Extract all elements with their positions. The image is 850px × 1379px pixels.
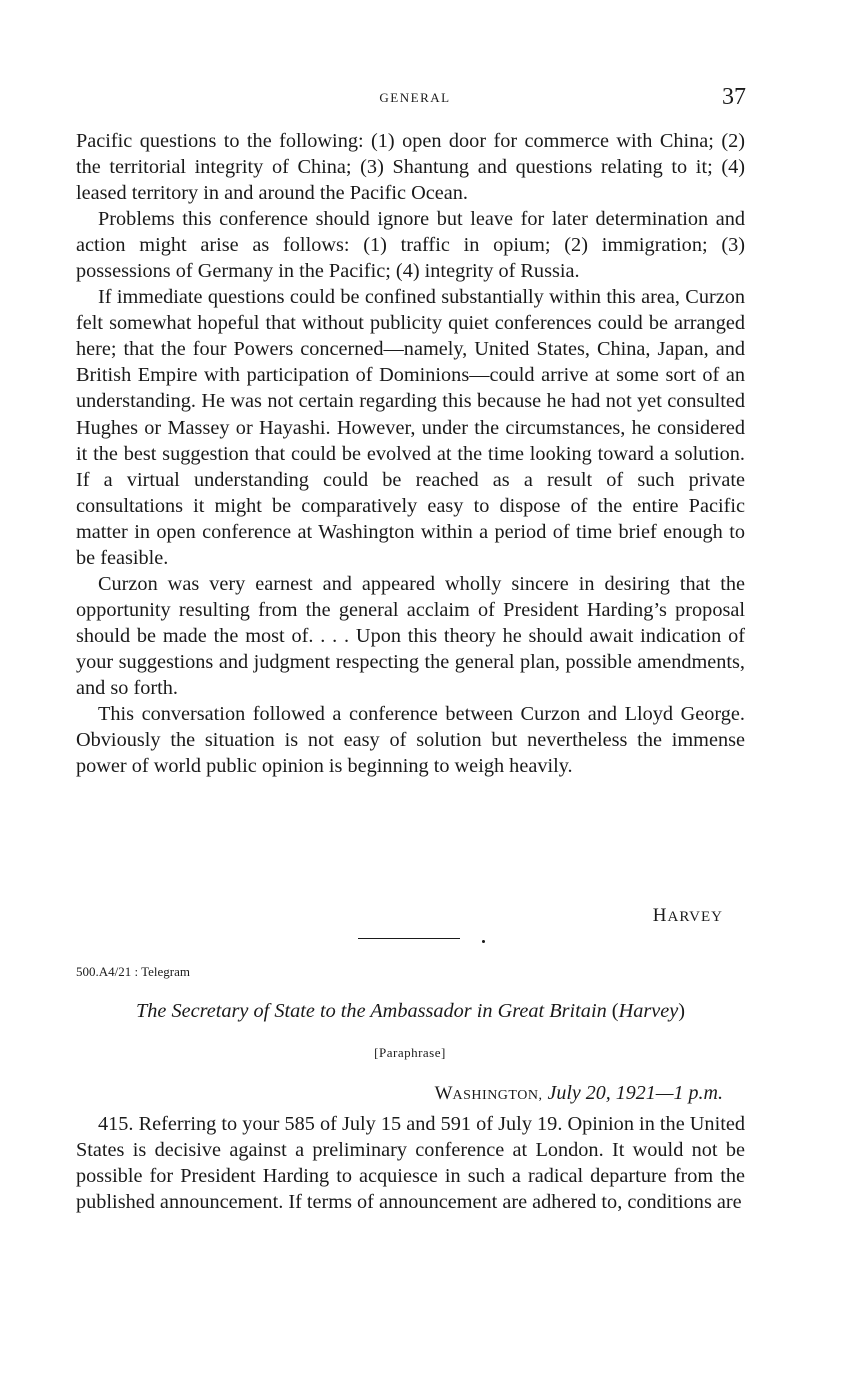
- document-heading: [76, 1000, 745, 1023]
- page-number: 37: [722, 84, 746, 110]
- telegram-body: [76, 1111, 745, 1215]
- paragraph: Curzon was very earnest and appeared wholly sincere in desiring that the opportunity resulting from the general acclaim of President Harding’s proposal should be made the most of. . . . Upon this theory he should await indication of your suggestions and judgment respecting the general plan, possible amendments, and so forth.: [76, 572, 745, 699]
- paragraph: Pacific questions to the following: (1) open door for commerce with China; (2) the territorial integrity of China; (3) Shantung and questions relating to it; (4) leased territory in and around the Pacific Ocean.: [76, 130, 745, 205]
- dateline-place-initial: W: [434, 1083, 453, 1104]
- paragraph: This conversation followed a conference between Curzon and Lloyd George. Obviously the situation is not easy of solution but nevertheless the immense power of world public opinion is beginning to weigh heavily.: [76, 703, 745, 778]
- signature: [653, 905, 723, 927]
- signature-rest: ARVEY: [667, 909, 723, 925]
- dateline-place: ASHINGTON,: [452, 1088, 543, 1103]
- section-divider: [358, 938, 460, 939]
- telegram-paragraph: 415. Referring to your 585 of July 15 and 591 of July 19. Opinion in the United States is decisive against a preliminary conference at London. It would not be possible for President Harding to acquiesce in such a radical departure from the published announcement. If terms of announcement are adhered to, conditions are: [76, 1113, 745, 1214]
- heading-close-paren: ): [678, 1000, 686, 1022]
- heading-open-paren: (: [611, 1000, 619, 1022]
- running-header: [0, 84, 850, 110]
- running-title: GENERAL: [379, 90, 451, 105]
- heading-title: The Secretary of State to the Ambassador in Great Britain: [135, 1000, 612, 1022]
- file-reference: 500.A4/21 : Telegram: [76, 964, 191, 979]
- heading-name: Harvey: [618, 1000, 679, 1022]
- paraphrase-label: [Paraphrase]: [374, 1045, 446, 1060]
- dateline-date: July 20, 1921—1 p.m.: [547, 1082, 723, 1104]
- paragraph: If immediate questions could be confined substantially within this area, Curzon felt somewhat hopeful that without publicity quiet conferences could be arranged here; that the four Powers concerned—namely, United States, China, Japan, and British Empire with participation of Dominions—could arrive at some sort of an understanding. He was not certain regarding this because he had not yet consulted Hughes or Massey or Hayashi. However, under the circumstances, he considered it the best suggestion that could be evolved at the time looking toward a solution. If a virtual understanding could be reached as a result of such private consultations it might be comparatively easy to dispose of the entire Pacific matter in open conference at Washington within a period of time brief enough to be feasible.: [76, 286, 745, 569]
- paragraph: Problems this conference should ignore but leave for later determination and action might arise as follows: (1) traffic in opium; (2) immigration; (3) possessions of Germany in the Pacific; (4) integrity of Russia.: [76, 208, 745, 283]
- body-text: [76, 128, 745, 779]
- signature-initial: H: [652, 905, 668, 926]
- dateline: [435, 1082, 723, 1105]
- divider-dot: [482, 940, 485, 943]
